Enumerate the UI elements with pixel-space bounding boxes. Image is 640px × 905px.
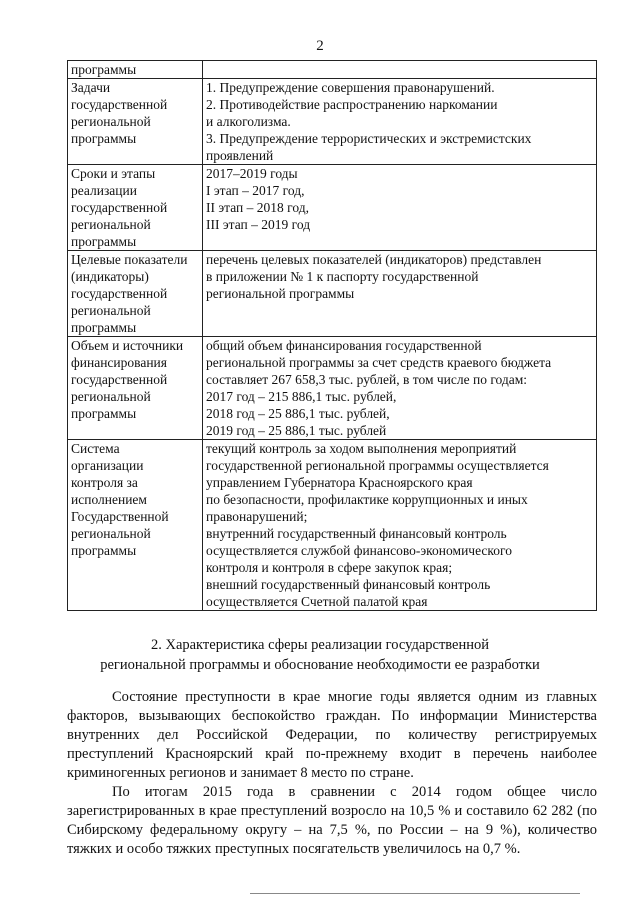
cell-line: осуществляется службой финансово-экономического [206, 543, 512, 558]
cell-line: Задачи [71, 80, 111, 95]
cell-line: региональной [71, 303, 151, 318]
cell-line: программы [71, 131, 137, 146]
cell-line: организации [71, 458, 144, 473]
row-value-cell [203, 337, 597, 440]
cell-line: программы [71, 320, 137, 335]
body-paragraph: Состояние преступности в крае многие годы является одним из главных факторов, вызывающих беспокойство граждан. По информации Министерства внутренних дел Российской Федерации, по количеству регистрируемых преступлений Красноярский край по-прежнему входит в перечень наиболее криминогенных регионов и занимает 8 место по стране. [67, 689, 597, 781]
row-label-cell [68, 79, 203, 165]
cell-line: составляет 267 658,3 тыс. рублей, в том числе по годам: [206, 372, 528, 387]
row-value-cell [203, 61, 597, 79]
row-value-cell [203, 440, 597, 611]
cell-line: региональной [71, 217, 151, 232]
table-row [68, 61, 597, 79]
cell-line: по безопасности, профилактике коррупционных и иных [206, 492, 528, 507]
section-heading-line-2: региональной программы и обоснование необходимости ее разработки [100, 657, 540, 673]
cell-line: Объем и источники [71, 338, 184, 353]
cell-line: 3. Предупреждение террористических и экстремистских [206, 131, 532, 146]
section-heading [40, 635, 600, 675]
cell-line: региональной программы за счет средств краевого бюджета [206, 355, 552, 370]
cell-line: правонарушений; [206, 509, 308, 524]
cell-line: региональной [71, 389, 151, 404]
cell-line: 2019 год – 25 886,1 тыс. рублей [206, 423, 387, 438]
cell-line: Целевые показатели [71, 252, 188, 267]
cell-line: I этап – 2017 год, [206, 183, 305, 198]
cell-line: государственной [71, 372, 168, 387]
cell-line: текущий контроль за ходом выполнения мероприятий [206, 441, 517, 456]
cell-line: региональной [71, 526, 151, 541]
row-value-cell [203, 165, 597, 251]
section-body [67, 688, 597, 859]
cell-line: и алкоголизма. [206, 114, 291, 129]
cell-line: 2017 год – 215 886,1 тыс. рублей, [206, 389, 397, 404]
cell-line: проявлений [206, 148, 274, 163]
cell-line: Сроки и этапы [71, 166, 156, 181]
row-label-cell [68, 165, 203, 251]
row-value-cell [203, 251, 597, 337]
cell-line: III этап – 2019 год [206, 217, 311, 232]
cell-line: в приложении № 1 к паспорту государственной [206, 269, 479, 284]
cell-line: программы [71, 406, 137, 421]
row-label-cell [68, 251, 203, 337]
cell-line: (индикаторы) [71, 269, 149, 284]
cell-line: перечень целевых показателей (индикаторов) представлен [206, 252, 542, 267]
page-number: 2 [316, 38, 324, 54]
table-row [68, 440, 597, 611]
cell-line: контроля и контроля в сфере закупок края; [206, 560, 453, 575]
cell-line: исполнением [71, 492, 147, 507]
table-row [68, 337, 597, 440]
table-row [68, 79, 597, 165]
cell-line: государственной [71, 286, 168, 301]
cell-line: Государственной [71, 509, 169, 524]
table-row [68, 165, 597, 251]
cell-line: 2. Противодействие распространению наркомании [206, 97, 498, 112]
row-value-cell [203, 79, 597, 165]
cell-line: внешний государственный финансовый контроль [206, 577, 491, 592]
cell-line: 1. Предупреждение совершения правонарушений. [206, 80, 495, 95]
row-label-cell [68, 61, 203, 79]
cell-line: государственной региональной программы осуществляется [206, 458, 549, 473]
body-paragraph: По итогам 2015 года в сравнении с 2014 годом общее число зарегистрированных в крае преступлений возросло на 10,5 % и составило 62 282 (по Сибирскому федеральному округу – на 7,5 %, по России – на 9 %), количество тяжких и особо тяжких преступных посягательств увеличилось на 0,7 %. [67, 784, 597, 857]
cell-line: II этап – 2018 год, [206, 200, 309, 215]
row-label-cell [68, 440, 203, 611]
cell-line: региональной [71, 114, 151, 129]
cell-line: Система [71, 441, 120, 456]
cell-line: государственной [71, 97, 168, 112]
cell-line: общий объем финансирования государственной [206, 338, 482, 353]
section-heading-line-1: 2. Характеристика сферы реализации государственной [150, 637, 490, 653]
table-row [68, 251, 597, 337]
cell-line: финансирования [71, 355, 167, 370]
cell-line: реализации [71, 183, 137, 198]
cell-line: программы [71, 62, 137, 77]
cell-line: управлением Губернатора Красноярского края [206, 475, 473, 490]
cell-line: контроля за [71, 475, 138, 490]
cell-line: региональной программы [206, 286, 355, 301]
cell-line: программы [71, 543, 137, 558]
cell-line: осуществляется Счетной палатой края [206, 594, 428, 609]
row-label-cell [68, 337, 203, 440]
cell-line: государственной [71, 200, 168, 215]
bottom-divider [250, 893, 580, 894]
cell-line: программы [71, 234, 137, 249]
cell-line: 2017–2019 годы [206, 166, 298, 181]
cell-line: 2018 год – 25 886,1 тыс. рублей, [206, 406, 390, 421]
cell-line: внутренний государственный финансовый контроль [206, 526, 507, 541]
program-passport-table [67, 60, 597, 611]
